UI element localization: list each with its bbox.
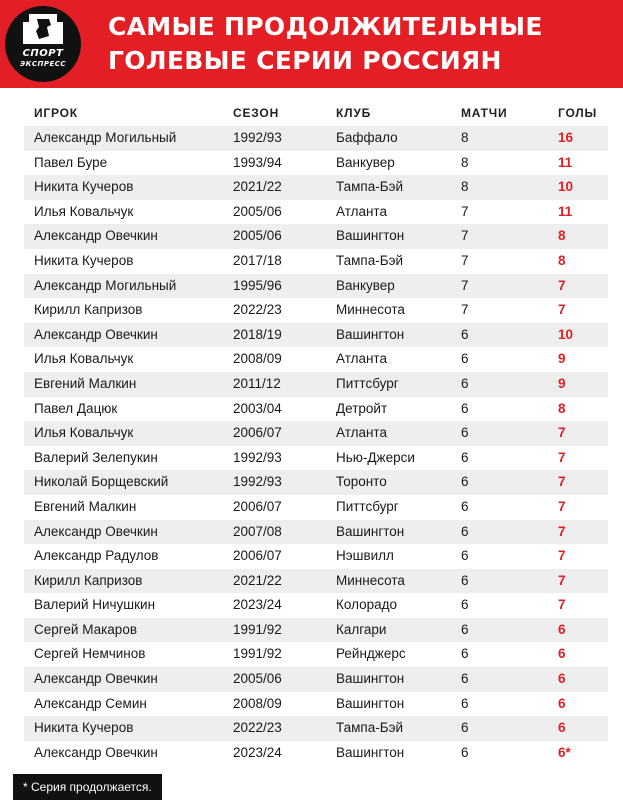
cell-player: Александр Овечкин — [34, 326, 158, 342]
cell-goals: 7 — [558, 302, 566, 318]
table-row — [24, 298, 608, 323]
table-row — [24, 495, 608, 520]
cell-goals: 8 — [558, 400, 566, 416]
cell-player: Александр Могильный — [34, 130, 177, 145]
cell-player: Евгений Малкин — [34, 375, 137, 391]
cell-player: Никита Кучеров — [34, 179, 134, 195]
cell-matches: 6 — [461, 621, 469, 637]
cell-season: 1991/92 — [233, 621, 282, 637]
table-body — [24, 126, 608, 765]
table-row — [24, 151, 608, 176]
cell-matches: 6 — [461, 671, 469, 687]
cell-goals: 16 — [558, 130, 574, 145]
cell-goals: 9 — [558, 375, 566, 391]
header-player: ИГРОК — [34, 106, 78, 120]
cell-goals: 6 — [558, 621, 566, 637]
cell-goals: 6* — [558, 744, 571, 760]
cell-matches: 8 — [461, 154, 469, 170]
cell-club: Баффало — [336, 130, 398, 145]
cell-season: 2006/07 — [233, 548, 282, 564]
table-row — [24, 249, 608, 274]
cell-goals: 7 — [558, 523, 566, 539]
table-row — [24, 175, 608, 200]
cell-matches: 7 — [461, 277, 469, 293]
cell-player: Евгений Малкин — [34, 498, 137, 514]
cell-goals: 6 — [558, 695, 566, 711]
cell-matches: 8 — [461, 130, 469, 145]
header-banner — [0, 0, 623, 88]
cell-matches: 6 — [461, 597, 469, 613]
cell-player: Александр Овечкин — [34, 523, 158, 539]
header-matches: МАТЧИ — [461, 106, 508, 120]
cell-matches: 6 — [461, 375, 469, 391]
cell-player: Павел Дацюк — [34, 400, 118, 416]
cell-matches: 7 — [461, 203, 469, 219]
cell-player: Александр Овечкин — [34, 744, 158, 760]
cell-player: Александр Овечкин — [34, 671, 158, 687]
cell-matches: 7 — [461, 252, 469, 268]
cell-club: Миннесота — [336, 572, 405, 588]
cell-season: 2006/07 — [233, 498, 282, 514]
cell-goals: 8 — [558, 228, 566, 244]
cell-club: Вашингтон — [336, 695, 405, 711]
table-row — [24, 200, 608, 225]
header-season: СЕЗОН — [233, 106, 280, 120]
table-row — [24, 569, 608, 594]
cell-matches: 7 — [461, 302, 469, 318]
cell-season: 2017/18 — [233, 252, 282, 268]
cell-goals: 10 — [558, 326, 574, 342]
cell-goals: 8 — [558, 252, 566, 268]
cell-matches: 6 — [461, 351, 469, 367]
cell-matches: 6 — [461, 474, 469, 490]
cell-goals: 7 — [558, 498, 566, 514]
cell-matches: 8 — [461, 179, 469, 195]
cell-club: Вашингтон — [336, 744, 405, 760]
cell-season: 2007/08 — [233, 523, 282, 539]
cell-goals: 6 — [558, 720, 566, 736]
cell-season: 2018/19 — [233, 326, 282, 342]
table-row — [24, 274, 608, 299]
cell-goals: 7 — [558, 425, 566, 441]
table-row — [24, 397, 608, 422]
cell-player: Кирилл Капризов — [34, 572, 143, 588]
cell-club: Вашингтон — [336, 326, 405, 342]
cell-club: Вашингтон — [336, 671, 405, 687]
horse-emblem-icon — [5, 6, 81, 82]
cell-matches: 6 — [461, 646, 469, 662]
table-row — [24, 667, 608, 692]
cell-goals: 11 — [558, 203, 573, 219]
cell-club: Ванкувер — [336, 277, 395, 293]
table-row — [24, 347, 608, 372]
cell-player: Александр Могильный — [34, 277, 177, 293]
cell-season: 2022/23 — [233, 720, 282, 736]
cell-player: Валерий Зелепукин — [34, 449, 158, 465]
cell-matches: 6 — [461, 449, 469, 465]
cell-club: Питтсбург — [336, 375, 399, 391]
cell-player: Никита Кучеров — [34, 252, 134, 268]
cell-goals: 7 — [558, 449, 566, 465]
cell-matches: 6 — [461, 572, 469, 588]
cell-club: Вашингтон — [336, 523, 405, 539]
cell-player: Валерий Ничушкин — [34, 597, 156, 613]
table-row — [24, 642, 608, 667]
cell-club: Атланта — [336, 203, 387, 219]
cell-club: Вашингтон — [336, 228, 405, 244]
cell-goals: 7 — [558, 474, 566, 490]
cell-player: Александр Семин — [34, 695, 147, 711]
cell-club: Нэшвилл — [336, 548, 394, 564]
table-row — [24, 544, 608, 569]
logo-line-1: СПОРТ — [22, 48, 64, 59]
cell-club: Детройт — [336, 400, 388, 416]
cell-season: 1995/96 — [233, 277, 282, 293]
cell-season: 1993/94 — [233, 154, 282, 170]
cell-club: Нью-Джерси — [336, 449, 415, 465]
cell-player: Илья Ковальчук — [34, 203, 134, 219]
cell-club: Колорадо — [336, 597, 398, 613]
cell-player: Павел Буре — [34, 154, 108, 170]
cell-goals: 10 — [558, 179, 574, 195]
cell-season: 2006/07 — [233, 425, 282, 441]
table-row — [24, 126, 608, 151]
cell-club: Миннесота — [336, 302, 405, 318]
table-row — [24, 593, 608, 618]
cell-goals: 11 — [558, 154, 573, 170]
cell-matches: 6 — [461, 720, 469, 736]
table-row — [24, 692, 608, 717]
cell-goals: 6 — [558, 646, 566, 662]
table-row — [24, 520, 608, 545]
cell-matches: 6 — [461, 695, 469, 711]
cell-season: 1991/92 — [233, 646, 282, 662]
table-row — [24, 446, 608, 471]
table-row — [24, 421, 608, 446]
cell-player: Александр Овечкин — [34, 228, 158, 244]
cell-club: Атланта — [336, 425, 387, 441]
cell-player: Никита Кучеров — [34, 720, 134, 736]
cell-player: Александр Радулов — [34, 548, 159, 564]
cell-season: 1992/93 — [233, 474, 282, 490]
cell-goals: 7 — [558, 597, 566, 613]
cell-goals: 7 — [558, 277, 566, 293]
cell-club: Тампа-Бэй — [336, 179, 404, 195]
table-header — [24, 99, 608, 126]
table-row — [24, 372, 608, 397]
cell-player: Илья Ковальчук — [34, 351, 134, 367]
cell-goals: 6 — [558, 671, 566, 687]
sport-express-logo — [5, 6, 81, 82]
table-row — [24, 618, 608, 643]
cell-season: 2021/22 — [233, 572, 282, 588]
cell-club: Ванкувер — [336, 154, 395, 170]
table-row — [24, 470, 608, 495]
cell-club: Торонто — [336, 474, 387, 490]
footnote: * Серия продолжается. — [13, 774, 162, 800]
cell-goals: 9 — [558, 351, 566, 367]
cell-player: Николай Борщевский — [34, 474, 169, 490]
cell-season: 1992/93 — [233, 130, 282, 145]
cell-season: 2022/23 — [233, 302, 282, 318]
cell-club: Атланта — [336, 351, 387, 367]
cell-matches: 6 — [461, 523, 469, 539]
cell-season: 2023/24 — [233, 744, 282, 760]
title-line-1: САМЫЕ ПРОДОЛЖИТЕЛЬНЫЕ — [108, 12, 543, 41]
cell-goals: 7 — [558, 572, 566, 588]
table-row — [24, 323, 608, 348]
cell-season: 2023/24 — [233, 597, 282, 613]
header-goals: ГОЛЫ — [558, 106, 598, 120]
cell-club: Тампа-Бэй — [336, 720, 404, 736]
cell-player: Сергей Немчинов — [34, 646, 146, 662]
cell-season: 2005/06 — [233, 203, 282, 219]
cell-season: 2021/22 — [233, 179, 282, 195]
cell-season: 2005/06 — [233, 671, 282, 687]
cell-matches: 6 — [461, 744, 469, 760]
cell-season: 2005/06 — [233, 228, 282, 244]
cell-season: 2008/09 — [233, 695, 282, 711]
cell-club: Рейнджерс — [336, 646, 406, 662]
cell-matches: 7 — [461, 228, 469, 244]
cell-matches: 6 — [461, 400, 469, 416]
cell-goals: 7 — [558, 548, 566, 564]
cell-matches: 6 — [461, 326, 469, 342]
cell-club: Тампа-Бэй — [336, 252, 404, 268]
title-line-2: ГОЛЕВЫЕ СЕРИИ РОССИЯН — [108, 46, 502, 75]
cell-season: 2003/04 — [233, 400, 282, 416]
cell-player: Кирилл Капризов — [34, 302, 143, 318]
cell-player: Илья Ковальчук — [34, 425, 134, 441]
table-row — [24, 741, 608, 766]
cell-matches: 6 — [461, 548, 469, 564]
cell-matches: 6 — [461, 425, 469, 441]
cell-season: 1992/93 — [233, 449, 282, 465]
header-club: КЛУБ — [336, 106, 372, 120]
cell-player: Сергей Макаров — [34, 621, 137, 637]
logo-line-2: ЭКСПРЕСС — [19, 60, 67, 68]
goal-streaks-table — [24, 99, 608, 765]
cell-club: Питтсбург — [336, 498, 399, 514]
cell-season: 2008/09 — [233, 351, 282, 367]
cell-season: 2011/12 — [233, 375, 281, 391]
table-row — [24, 224, 608, 249]
cell-matches: 6 — [461, 498, 469, 514]
cell-club: Калгари — [336, 621, 387, 637]
table-row — [24, 716, 608, 741]
page-title — [108, 10, 543, 78]
